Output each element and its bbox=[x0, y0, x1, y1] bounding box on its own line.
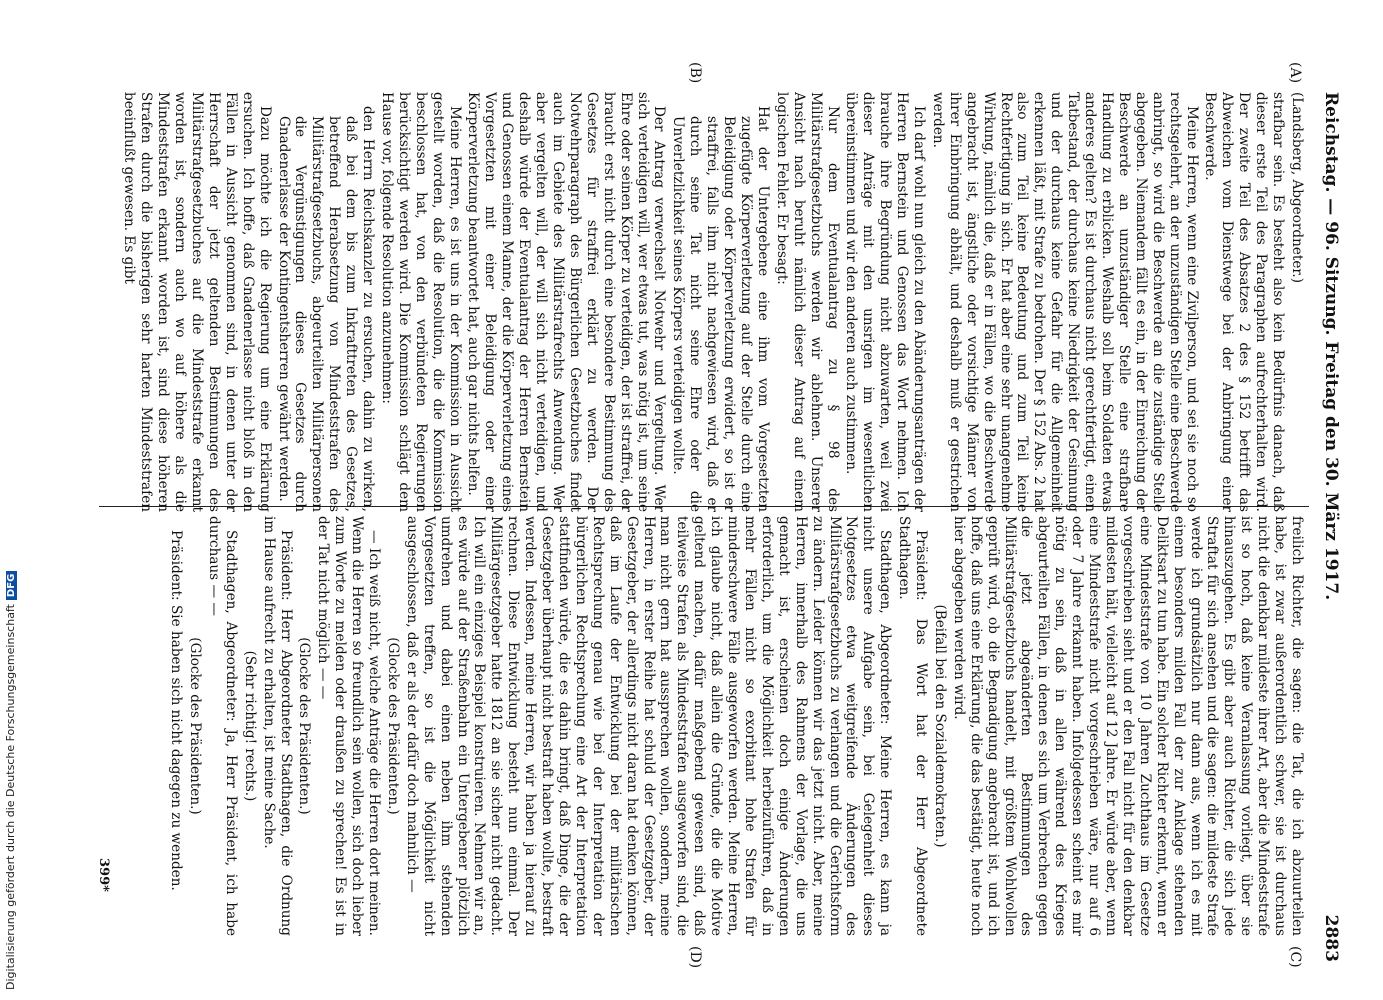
page-header bbox=[1317, 92, 1343, 962]
paragraph: freilich Richter, die sagen: die Tat, die ich abzuurteilen habe, ist zwar außerordentlich schwer, sie ist durchaus nicht die denkbar mildeste ihrer Art, aber die Mindeststrafe ist so hoch, daß keine Veranlassung vorliegt, über sie hinauszugehen. Es gibt aber auch Richter, die sich jede Straftat für sich ansehen und die sagen: die mildeste Strafe werde ich grundsätzlich nur dann aus, wenn ich es mit einem besonders milden Fall der zur Anklage stehenden Deliktsart zu tun habe. Ein solcher Richter erkennt, wenn er eine Mindeststrafe von 10 Jahren Zuchthaus im Gesetze vorgeschrieben sieht und er den Fall nicht für den denkbar mildesten hält, vielleicht auf 12 Jahre. Er würde aber, wenn eine Mindeststrafe nicht vorgeschrieben wäre, nur auf 6 oder 7 Jahre erkannt haben. Infolgedessen scheint es mir nötig zu sein, daß in allen während des Krieges abgeurteilten Fällen, in denen es sich um Verbrechen gegen die jetzt abgeänderten Bestimmungen des Militärstrafgesetzbuchs handelt, mit größtem Wohlwollen geprüft wird, ob die Begnadigung angebracht ist, und ich hoffe, daß uns eine Erklärung, die das bestätigt, heute noch hier abgegeben werden wird. bbox=[950, 516, 1305, 936]
paragraph: Meine Herren, wenn eine Zivilperson, und sei sie noch so rechtsgelehrt, an der unzuständigen Stelle eine Beschwerde anbringt, so wird die Beschwerde an die zuständige Stelle abgegeben. Niemandem fällt es ein, in der Einreichung der Beschwerde an unzuständiger Stelle eine strafbare Handlung zu erblicken. Weshalb soll beim Soldaten etwas anderes gelten? Es ist durchaus nicht gerechtfertigt, einen Tatbestand, der durchaus keine Niedrigkeit der Gesinnung und der durchaus keine Gefahr für die Allgemeinheit erkennen läßt, mit Strafe zu bedrohen. Der § 152 Abs. 2 hat also zum Teil keine Bedeutung und zum Teil keine Rechtfertigung in sich. Er hat aber eine sehr unangenehme Wirkung, nämlich die, daß er in Fällen, wo die Beschwerde angebracht ist, ängstliche oder vorsichtige Männer von ihrer Einbringung abhält, und deshalb muß er gestrichen werden. bbox=[929, 92, 1200, 512]
paragraph: Der Antrag verwechselt Notwehr und Vergeltung. Wer sich verteidigen will, wer etwas tut, was nötig ist, um seine Ehre oder seinen Körper zu verteidigen, der ist straffrei, der braucht erst nicht durch eine besondere Bestimmung des Gesetzes für straffrei erklärt zu werden. Der Notwehrparagraph des Bürgerlichen Gesetzbuches findet auch im Gebiete des Militärstrafrechts Anwendung. Wer aber vergelten will, der will sich nicht verteidigen, und deshalb würde der Eventualantrag der Herren Bernstein und Genossen einem Manne, der die Körperverletzung eines Vorgesetzten mit einer Beleidigung oder einer Körperverletzung beantwortet hat, auch gar nichts helfen. bbox=[465, 92, 668, 512]
speech-paragraph: Stadthagen, Abgeordneter: Ja, Herr Präsident, ich habe durchaus — — bbox=[205, 516, 239, 936]
paragraph: Meine Herren, es ist uns in der Kommission in Aussicht gestellt worden, daß die Resolution, die die Kommission beschlossen hat, von den verbündeten Regierungen berücksichtigt werden wird. Die Kommission schlägt dem Hause vor, folgende Resolution anzunehmen: bbox=[378, 92, 463, 512]
interjection: (Beifall bei den Sozialdemokraten.) bbox=[931, 604, 948, 848]
paragraph: Ich darf wohl nun gleich zu den Abänderungsanträgen der Herren Bernstein und Genossen das Wort nehmen. Ich brauche ihre Begründung nicht abzuwarten, weil zwei dieser Anträge mit den unsrigen im wesentlichen übereinstimmen und wir den anderen auch zustimmen. bbox=[843, 92, 928, 512]
president-statement: Präsident: Sie haben sich nicht dagegen zu wenden. bbox=[168, 530, 185, 891]
digitization-notice bbox=[4, 571, 17, 990]
speech-paragraph: Stadthagen, Abgeordneter: Meine Herren, es kann ja nicht unsere Aufgabe sein, bei Gelegenheit dieses Notgesetzes etwa weitgreifende Änderungen des Militärstrafgesetzbuchs zu verlangen und die Gerichtsform zu ändern. Leider können wir das jetzt nicht. Aber, meine Herren, innerhalb des Rahmens der Vorlage, die uns gemacht ist, erscheinen doch einige Änderungen erforderlich, um die Möglichkeit herbeizuführen, daß in mehr Fällen nicht so exorbitant hohe Strafen für minderschwere Fälle ausgeworfen werden. Meine Herren, ich glaube nicht, daß allein die Gründe, die die Motive geltend machen, dafür maßgebend gewesen sind, daß teilweise Strafen als Mindeststrafen ausgeworfen sind, die man nicht gern hat aussprechen wollen, sondern, meine Herren, in erster Reihe hat schuld der Gesetzgeber, der Gesetzgeber, der allerdings nicht daran hat denken können, daß im Laufe der Entwicklung bei der militärischen Rechtsprechung genau wie bei der Interpretation der bürgerlichen Rechtsprechung eine Art der Interpretation stattfinden würde, die es dahin bringt, daß Dinge, die der Gesetzgeber überhaupt nicht bestraft haben wollte, bestraft werden. Indessen, meine Herren, wir haben ja hierauf zu rechnen. Diese Entwicklung besteht nun einmal. Der Militärgesetzgeber hatte 1812 an sie sicher nicht gedacht. Ich will ein einziges Beispiel konstruieren. Nehmen wir an, es würde auf der Straßenbahn ein Untergebener plötzlich umdrehen und dabei einen neben ihm stehenden Vorgesetzten treffen, so ist die Möglichkeit nicht ausgeschlossen, daß er als der dafür doch mahnlich — bbox=[403, 516, 894, 936]
footer-page-number: 399* bbox=[96, 858, 111, 892]
paragraph: Dazu möchte ich die Regierung um eine Erklärung ersuchen. Ich hoffe, daß Gnadenerlasse nicht bloß in den Fällen in Aussicht genommen sind, in denen unter der Herrschaft der jetzt geltenden Bestimmungen des Militärstrafgesetzbuches auf die Mindeststrafe erkannt worden ist, sondern auch wo auf höhere als die Mindeststrafen erkannt worden ist, sind diese höheren Strafen durch die bisherigen sehr harten Mindeststrafen beeinflußt gewesen. Es gibt bbox=[121, 92, 273, 512]
paragraph: strafbar sein. Es besteht also kein Bedürfnis danach, daß dieser erste Teil des Paragraphen aufrechterhalten wird. Der zweite Teil des Absatzes 2 des § 152 betrifft das Abweichen vom Dienstwege bei der Anbringung einer Beschwerde. bbox=[1202, 92, 1287, 512]
resolution-text: den Herrn Reichskanzler zu ersuchen, dahin zu wirken, daß bei dem bis zum Inkrafttreten des Gesetzes, betreffend Herabsetzung von Mindeststrafen des Militärstrafgesetzbuchs, abgeurteilten Militärpersonen die Vergünstigungen dieses Gesetzes durch Gnadenerlasse der Kontingentsherren gewährt werden. bbox=[275, 106, 377, 512]
header-title: Reichstag. — 96. Sitzung. Freitag den 30. März 1917. bbox=[1321, 92, 1341, 601]
quoted-amendment: Hat der Untergebene eine ihm vom Vorgesetzten zugefügte Körperverletzung auf der Stelle durch eine Beleidigung oder Körperverletzung erwidert, so ist er straffrei, falls ihm nicht nachgewiesen wird, daß er durch seine Tat nicht seine Ehre oder die Unverletzlichkeit seines Körpers verteidigen wollte. bbox=[670, 106, 771, 512]
margin-letter-c: (C) bbox=[1287, 946, 1303, 968]
left-column bbox=[105, 92, 1305, 512]
dfg-logo: DFG bbox=[6, 571, 17, 600]
interjection: (Glocke des Präsidenten.) bbox=[296, 637, 313, 815]
interjection: (Sehr richtig! rechts.) bbox=[241, 650, 258, 802]
speaker-tag: (Landsberg, Abgeordneter.) bbox=[1289, 92, 1305, 284]
digitization-strip bbox=[0, 0, 22, 1000]
speech-paragraph: — Ich weiß nicht, welche Anträge die Herren dort meinen. Wenn die Herren so freundlich sein wollen, sich doch lieber zum Worte zu melden oder draußen zu sprechen! Es ist in der Tat nicht möglich — — bbox=[315, 516, 383, 936]
interjection: (Glocke des Präsidenten.) bbox=[187, 637, 203, 815]
president-statement: Präsident: Das Wort hat der Herr Abgeordnete Stadthagen. bbox=[896, 516, 930, 936]
margin-letter-a: (A) bbox=[1287, 62, 1303, 84]
margin-letter-b: (B) bbox=[687, 62, 703, 84]
right-column bbox=[105, 516, 1305, 936]
interjection: (Glocke des Präsidenten.) bbox=[384, 637, 401, 815]
margin-letter-d: (D) bbox=[687, 946, 703, 969]
digitization-notice-text: Digitalisierung gefördert durch die Deutsche Forschungsgemeinschaft bbox=[4, 604, 17, 990]
page-number: 2883 bbox=[1321, 914, 1341, 962]
president-statement: Präsident: Herr Abgeordneter Stadthagen, die Ordnung im Hause aufrecht zu erhalten, ist meine Sache. bbox=[260, 516, 294, 936]
paragraph: Nur dem Eventualantrag zu § 98 des Militärstrafgesetzbuchs werden wir ablehnen. Unserer Ansicht nach beruht nämlich dieser Antrag auf einem logischen Fehler. Er besagt: bbox=[773, 92, 841, 512]
